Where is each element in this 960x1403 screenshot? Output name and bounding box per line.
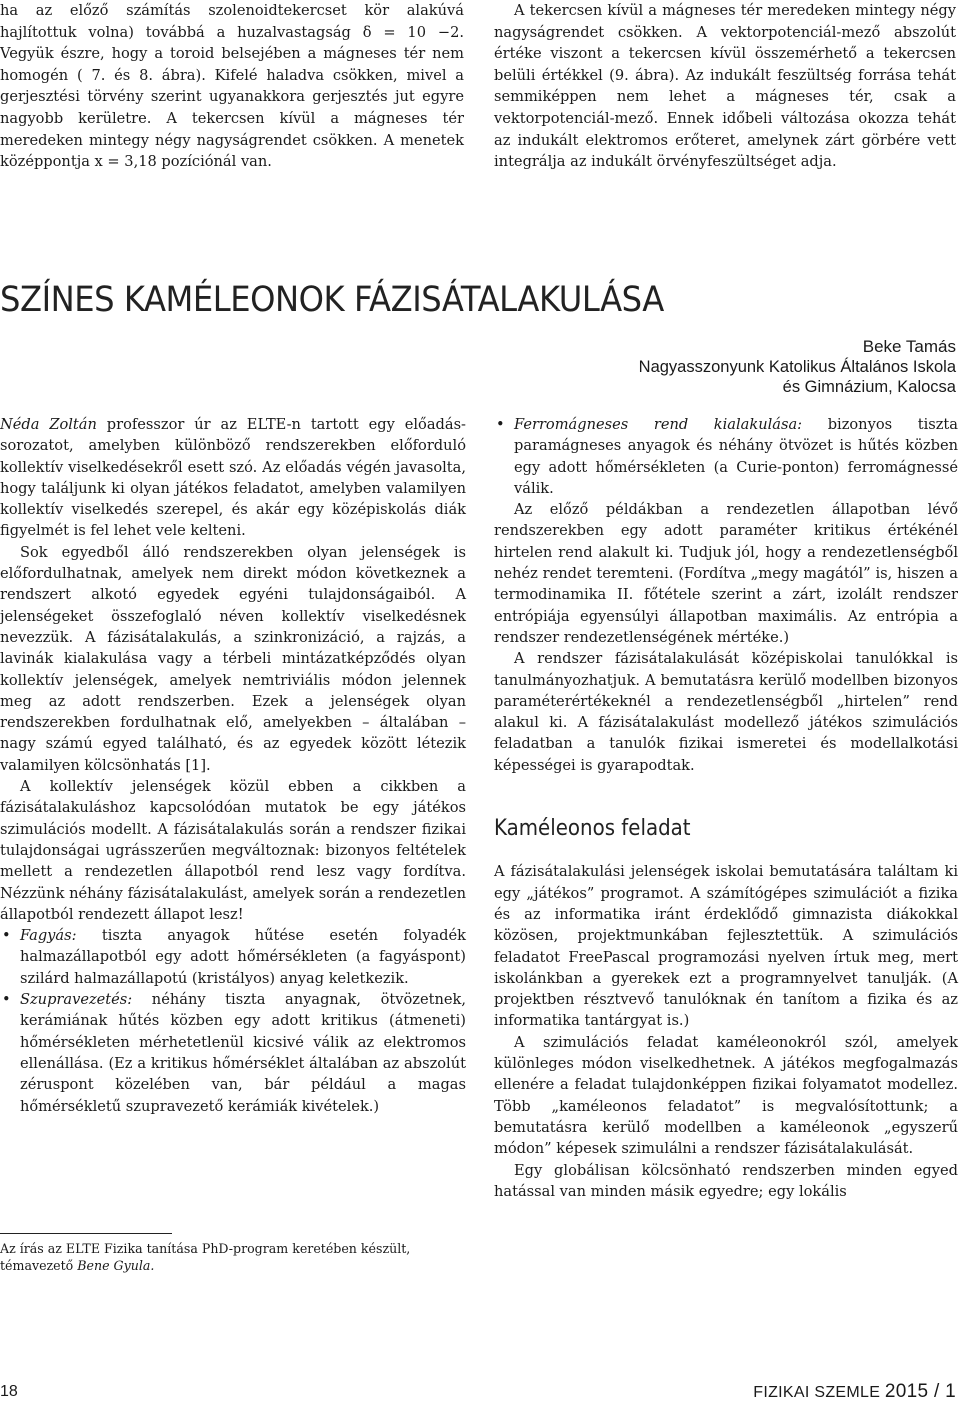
- article-title: SZÍNES KAMÉLEONOK FÁZISÁTALAKULÁSA: [0, 280, 664, 320]
- author-block: [639, 337, 956, 397]
- paragraph: A szimulációs feladat kaméleonokról szól, amelyek különleges módon viselkedhetnek. A játékos megfogalmazás ellenére a feladat tulajdonképpen fizikai folyamatot modellez. Több „kaméleonos feladatot” is megvalósítottunk; a bemutatásra kerülő modellben a kaméleonok „egyszerű módon” képesek szimulálni a rendszer fázisátalakulását.: [494, 1033, 958, 1158]
- bullet-item: [0, 925, 466, 989]
- journal-name: FIZIKAI SZEMLE: [753, 1384, 881, 1401]
- bullet-term: Fagyás:: [20, 927, 77, 945]
- right-column: [494, 414, 958, 1202]
- bullet-item: [0, 989, 466, 1117]
- paragraph-text: professzor úr az ELTE-n tartott egy előadás-sorozatot, amelyben különböző rendszerekben előforduló kollektív viselkedésekről esett szó. Az előadás végén javasolta, hogy találjunk ki olyan játékos feladatot, amelyben valamilyen kollektív viselkedés szerepel, és akár egy középiskolás diák figyelmét is fel lehet vele kelteni.: [0, 416, 466, 540]
- footnote-text: Az írás az ELTE Fizika tanítása PhD-program keretében készült, témavezető: [0, 1241, 411, 1273]
- journal-issue: 2015 / 1: [884, 1381, 956, 1402]
- affiliation-line: Nagyasszonyunk Katolikus Általános Iskola: [638, 358, 956, 376]
- left-column: [0, 414, 466, 1117]
- supervisor-name: Bene Gyula.: [77, 1258, 155, 1273]
- paragraph: A tekercsen kívül a mágneses tér meredeken mintegy négy nagyságrendet csökken. A vektorpotenciál-mező abszolút értéke viszont a tekercsen kívül összemérhető a tekercsen belüli értékkel (9. ábra). Az indukált feszültség forrása tehát semmiképpen nem lehet a mágneses tér, csak a vektorpotenciál-mező. Ennek időbeli változása okozza tehát az indukált elektromos erőteret, amelynek zárt görbére vett integrálja az indukált örvényfeszültséget adja.: [494, 2, 956, 171]
- bullet-text: tiszta anyagok hűtése esetén folyadék halmazállapotból egy adott hőmérsékleten (a fagyáspont) szilárd halmazállapotú (kristályos) anyag keletkezik.: [20, 927, 466, 987]
- bullet-icon: •: [2, 927, 11, 945]
- journal-footer: [753, 1381, 956, 1403]
- paragraph: A fázisátalakulási jelenségek iskolai bemutatására találtam ki egy „játékos” programot. A számítógépes szimulációt a fizika és az informatika iránt érdeklődő gimnazista diákokkal közösen, projektmunkában fejlesztettük. A szimulációs feladatot FreePascal programozási nyelven írtuk meg, mert iskolánkban a gyerekek ezt a programnyelvet tanulják. (A projektben résztvevő tanulóknak én tanítom a fizika és az informatika tantárgyat is.): [494, 863, 958, 1030]
- continued-text-right: [494, 0, 956, 173]
- bullet-text: bizonyos tiszta paramágneses anyagok és néhány ötvözet is hűtés közben egy adott hőmérsékleten (a Curie-ponton) ferromágnessé válik.: [514, 416, 958, 497]
- paragraph: Az előző példákban a rendezetlen állapotban lévő rendszerekben egy adott paraméter kritikus értékénél hirtelen rend alakult ki. Tudjuk jól, hogy a rendezetlenségből nehéz rendet teremteni. (Fordítva „megy magától” is, hiszen a termodinamika II. főtétele szerint a zárt, izolált rendszer entrópiája egyensúlyi állapotban maximális. Az entrópia a rendszer rendezetlenségének mértéke.): [494, 501, 958, 646]
- paragraph: A rendszer fázisátalakulását középiskolai tanulókkal is tanulmányozhatjuk. A bemutatásra kerülő modellben bizonyos paraméterértékeknél a rendezetlenségből „hirtelen” rend alakul ki. A fázisátalakulást modellező játékos szimulációs feladatban a tanulók fizikai ismeretei és modellalkotási képességei is gyarapodtak.: [494, 650, 958, 774]
- paragraph: A kollektív jelenségek közül ebben a cikkben a fázisátalakuláshoz kapcsolódóan mutatok be egy játékos szimulációs modellt. A fázisátalakulás során a rendszer fizikai tulajdonságai ugrásszerűen megváltoznak: bizonyos feltételek mellett a rendezetlen állapotból rend lesz vagy fordítva. Nézzünk néhány fázisátalakulást, amelyek során a rendezetlen állapotból rendezett állapot lesz!: [0, 778, 466, 923]
- bullet-term: Szupravezetés:: [20, 991, 133, 1009]
- bullet-icon: •: [2, 991, 11, 1009]
- page-number: 18: [0, 1383, 18, 1400]
- paragraph: Sok egyedből álló rendszerekben olyan jelenségek is előfordulhatnak, amelyek nem direkt módon következnek a rendszert alkotó egyedek egyéni tulajdonságaiból. A jelenségeket összefoglaló néven kollektív viselkedésnek nevezzük. A fázisátalakulás, a szinkronizáció, a rajzás, a lavinák kialakulása vagy a térbeli mintázatképződés olyan kollektív jelenségek, amelyek nemtriviális módon jelennek meg az adott rendszerben. Ezek a jelenségek olyan rendszerekben fordulhatnak elő, amelyekben – általában – nagy számú egyed található, és az egyedek között létezik valamilyen kölcsönhatás [1].: [0, 543, 466, 774]
- bullet-term: Ferromágneses rend kialakulása:: [514, 416, 803, 433]
- section-heading: Kaméleonos feladat: [494, 816, 691, 842]
- paragraph: Egy globálisan kölcsönható rendszerben minden egyed hatással van minden másik egyedre; egy lokális: [494, 1161, 958, 1200]
- continued-text-left: [0, 0, 464, 173]
- bullet-item: [494, 414, 958, 499]
- paragraph: [0, 414, 466, 542]
- author-name: Beke Tamás: [862, 337, 956, 356]
- footnote-divider: [0, 1233, 172, 1234]
- paragraph: ha az előző számítás szolenoidtekercset kör alakúvá hajlítottuk volna) továbbá a huzalvastagság δ = 10 −2. Vegyük észre, hogy a toroid belsejében a mágneses tér nem homogén ( 7. és 8. ábra). Kifelé haladva csökken, mivel a gerjesztési törvény szerint ugyanakkora gerjesztés jut egyre nagyobb kerületre. A tekercsen kívül a mágneses tér meredeken mintegy négy nagyságrendet csökken. A menetek középpontja x = 3,18 pozíciónál van.: [0, 2, 464, 171]
- person-name: Néda Zoltán: [0, 416, 97, 433]
- bullet-text: néhány tiszta anyagnak, ötvözetnek, kerámiának hűtés közben egy adott kritikus (átmeneti) hőmérsékleten mérhetetlenül kicsivé válik az elektromos ellenállása. (Ez a kritikus hőmérséklet általában az abszolút zéruspont közelében van, bár például a magas hőmérsékletű szupravezető kerámiák kivételek.): [20, 991, 466, 1115]
- bullet-icon: •: [496, 416, 505, 433]
- footnote: [0, 1240, 466, 1274]
- affiliation-line: és Gimnázium, Kalocsa: [782, 378, 956, 396]
